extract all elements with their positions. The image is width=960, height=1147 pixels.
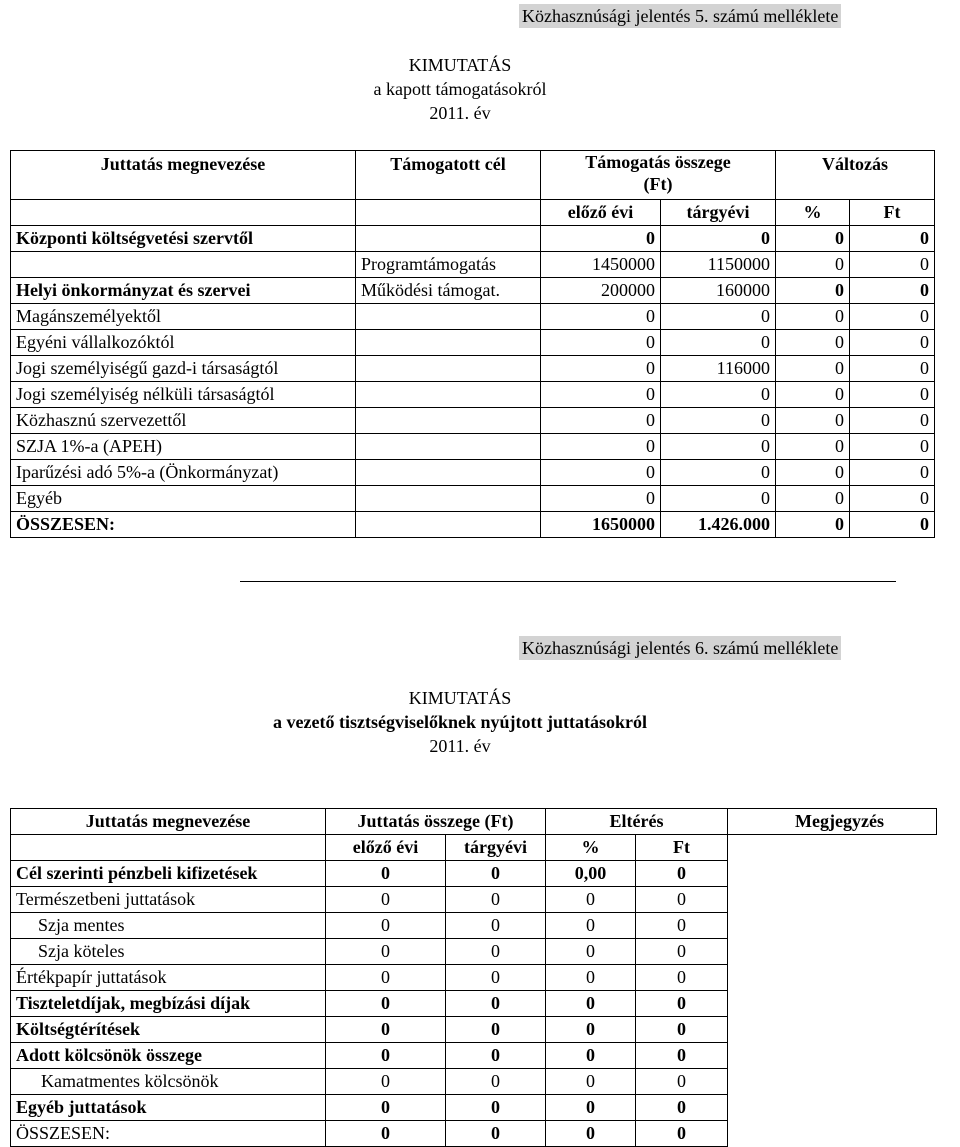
row-ft-value: 0 [850, 304, 935, 330]
row-name: Jogi személyiség nélküli társaságtól [11, 382, 356, 408]
table-row [11, 356, 935, 382]
sub-header-pct: % [546, 835, 636, 861]
col-header-goal: Támogatott cél [356, 151, 541, 200]
row-curr-value: 160000 [661, 278, 776, 304]
table-row [11, 278, 935, 304]
row-curr-value: 0 [446, 1095, 546, 1121]
empty-cell [728, 939, 937, 965]
row-prev-value: 0 [541, 304, 661, 330]
row-curr-value: 116000 [661, 356, 776, 382]
row-prev-value: 0 [326, 861, 446, 887]
row-pct-value: 0 [776, 408, 850, 434]
table-row [11, 252, 935, 278]
row-prev-value: 0 [541, 330, 661, 356]
table-row [11, 1069, 937, 1095]
row-goal [356, 330, 541, 356]
row-curr-value: 0 [446, 965, 546, 991]
row-name: ÖSSZESEN: [11, 1121, 326, 1147]
section-divider [240, 581, 896, 582]
officer-benefits-table [10, 808, 937, 1147]
sub-header-ft: Ft [636, 835, 728, 861]
attachment-note-6: Közhasznúsági jelentés 6. számú melléklete [519, 636, 841, 660]
row-pct-value: 0 [546, 1043, 636, 1069]
row-ft-value: 0 [850, 486, 935, 512]
row-prev-value: 0 [326, 913, 446, 939]
table-header-row [11, 809, 937, 835]
row-curr-value: 0 [446, 939, 546, 965]
col-header-remark: Megjegyzés [728, 809, 937, 835]
table-row [11, 226, 935, 252]
row-pct-value: 0 [776, 434, 850, 460]
row-goal [356, 226, 541, 252]
table-subheader-row [11, 200, 935, 226]
row-goal [356, 356, 541, 382]
row-goal [356, 382, 541, 408]
row-prev-value: 0 [326, 1069, 446, 1095]
row-curr-value: 0 [661, 434, 776, 460]
row-curr-value: 0 [661, 304, 776, 330]
row-pct-value: 0 [546, 1095, 636, 1121]
table-row [11, 434, 935, 460]
row-name: Szja köteles [11, 939, 326, 965]
row-name: Közhasznú szervezettől [11, 408, 356, 434]
row-goal [356, 408, 541, 434]
row-name: Értékpapír juttatások [11, 965, 326, 991]
row-ft-value: 0 [850, 252, 935, 278]
row-pct-value: 0 [546, 1121, 636, 1147]
table-row [11, 330, 935, 356]
row-pct-value: 0 [776, 278, 850, 304]
row-prev-value: 1650000 [541, 512, 661, 538]
row-ft-value: 0 [850, 226, 935, 252]
row-name: Adott kölcsönök összege [11, 1043, 326, 1069]
sub-header-ft: Ft [850, 200, 935, 226]
empty-cell [728, 1121, 937, 1147]
row-curr-value: 0 [446, 1043, 546, 1069]
row-pct-value: 0 [776, 304, 850, 330]
row-prev-value: 0 [326, 887, 446, 913]
table-body [11, 861, 937, 1147]
report-subtitle: a vezető tisztségviselőknek nyújtott juttatásokról [273, 712, 647, 732]
row-name: Természetbeni juttatások [11, 887, 326, 913]
row-pct-value: 0 [546, 965, 636, 991]
table-row [11, 991, 937, 1017]
row-curr-value: 0 [661, 226, 776, 252]
table-body [11, 226, 935, 538]
table-row [11, 861, 937, 887]
row-ft-value: 0 [636, 991, 728, 1017]
row-ft-value: 0 [636, 1017, 728, 1043]
row-curr-value: 0 [661, 382, 776, 408]
row-ft-value: 0 [636, 861, 728, 887]
col-header-difference: Eltérés [546, 809, 728, 835]
row-curr-value: 1.426.000 [661, 512, 776, 538]
empty-cell [728, 1043, 937, 1069]
row-prev-value: 0 [541, 408, 661, 434]
empty-cell [728, 1069, 937, 1095]
row-pct-value: 0 [546, 939, 636, 965]
row-pct-value: 0 [546, 1069, 636, 1095]
row-goal [356, 304, 541, 330]
sub-header-prev: előző évi [326, 835, 446, 861]
empty-cell [728, 887, 937, 913]
empty-cell [11, 835, 326, 861]
row-goal [356, 434, 541, 460]
row-pct-value: 0 [546, 913, 636, 939]
row-curr-value: 0 [446, 861, 546, 887]
table-row [11, 913, 937, 939]
row-pct-value: 0 [776, 460, 850, 486]
report-title: KIMUTATÁS [408, 55, 512, 75]
empty-cell [356, 200, 541, 226]
row-prev-value: 1450000 [541, 252, 661, 278]
row-prev-value: 200000 [541, 278, 661, 304]
row-name: ÖSSZESEN: [11, 512, 356, 538]
report-title: KIMUTATÁS [408, 688, 512, 708]
empty-cell [728, 835, 937, 861]
row-ft-value: 0 [850, 278, 935, 304]
row-ft-value: 0 [850, 382, 935, 408]
col-header-name: Juttatás megnevezése [11, 151, 356, 200]
row-curr-value: 0 [446, 1121, 546, 1147]
row-prev-value: 0 [541, 460, 661, 486]
row-pct-value: 0 [776, 226, 850, 252]
empty-cell [728, 965, 937, 991]
row-name: Iparűzési adó 5%-a (Önkormányzat) [11, 460, 356, 486]
row-curr-value: 0 [446, 1069, 546, 1095]
row-prev-value: 0 [326, 1017, 446, 1043]
table-header-row [11, 151, 935, 200]
empty-cell [728, 861, 937, 887]
row-name: Tiszteletdíjak, megbízási díjak [11, 991, 326, 1017]
row-pct-value: 0 [776, 486, 850, 512]
row-ft-value: 0 [850, 460, 935, 486]
row-ft-value: 0 [850, 408, 935, 434]
row-ft-value: 0 [636, 965, 728, 991]
row-prev-value: 0 [326, 939, 446, 965]
row-curr-value: 0 [446, 913, 546, 939]
row-prev-value: 0 [541, 226, 661, 252]
received-support-table [10, 150, 935, 538]
table-row [11, 939, 937, 965]
table-row [11, 408, 935, 434]
row-curr-value: 0 [446, 887, 546, 913]
row-name: Központi költségvetési szervtől [11, 226, 356, 252]
report-subtitle: a kapott támogatásokról [373, 79, 547, 99]
row-pct-value: 0 [546, 1017, 636, 1043]
row-pct-value: 0 [776, 382, 850, 408]
col-header-change: Változás [776, 151, 935, 200]
row-curr-value: 0 [446, 991, 546, 1017]
row-prev-value: 0 [326, 1095, 446, 1121]
row-ft-value: 0 [636, 1121, 728, 1147]
table-row [11, 382, 935, 408]
row-curr-value: 1150000 [661, 252, 776, 278]
row-name: Egyéb juttatások [11, 1095, 326, 1121]
row-ft-value: 0 [636, 1043, 728, 1069]
row-prev-value: 0 [326, 965, 446, 991]
table-row [11, 512, 935, 538]
table-row [11, 304, 935, 330]
row-ft-value: 0 [850, 330, 935, 356]
attachment-note-5: Közhasznúsági jelentés 5. számú melléklete [519, 4, 841, 28]
row-curr-value: 0 [661, 486, 776, 512]
empty-cell [728, 991, 937, 1017]
table-subheader-row [11, 835, 937, 861]
table-row [11, 1043, 937, 1069]
row-pct-value: 0 [776, 356, 850, 382]
table-row [11, 460, 935, 486]
row-ft-value: 0 [636, 1095, 728, 1121]
row-name: SZJA 1%-a (APEH) [11, 434, 356, 460]
row-name: Szja mentes [11, 913, 326, 939]
report-heading-1 [300, 53, 620, 125]
col-header-amount: Juttatás összege (Ft) [326, 809, 546, 835]
row-ft-value: 0 [850, 512, 935, 538]
row-goal [356, 460, 541, 486]
empty-cell [728, 913, 937, 939]
row-prev-value: 0 [326, 991, 446, 1017]
col-header-name: Juttatás megnevezése [11, 809, 326, 835]
row-ft-value: 0 [636, 1069, 728, 1095]
row-prev-value: 0 [326, 1043, 446, 1069]
row-name: Költségtérítések [11, 1017, 326, 1043]
row-goal [356, 486, 541, 512]
row-curr-value: 0 [446, 1017, 546, 1043]
sub-header-pct: % [776, 200, 850, 226]
sub-header-curr: tárgyévi [661, 200, 776, 226]
row-curr-value: 0 [661, 460, 776, 486]
table-row [11, 1017, 937, 1043]
report-heading-2 [190, 686, 730, 758]
row-ft-value: 0 [636, 939, 728, 965]
row-name: Egyéb [11, 486, 356, 512]
table-row [11, 965, 937, 991]
row-pct-value: 0 [776, 252, 850, 278]
table-row [11, 1095, 937, 1121]
col-header-amount: Támogatás összege (Ft) [541, 151, 776, 200]
row-prev-value: 0 [326, 1121, 446, 1147]
row-name [11, 252, 356, 278]
row-name: Jogi személyiségű gazd-i társaságtól [11, 356, 356, 382]
table-row [11, 486, 935, 512]
report-year: 2011. év [429, 736, 491, 756]
table-row [11, 887, 937, 913]
row-pct-value: 0 [776, 512, 850, 538]
row-name: Kamatmentes kölcsönök [11, 1069, 326, 1095]
row-curr-value: 0 [661, 408, 776, 434]
empty-cell [11, 200, 356, 226]
row-pct-value: 0 [546, 887, 636, 913]
row-goal: Programtámogatás [356, 252, 541, 278]
row-name: Cél szerinti pénzbeli kifizetések [11, 861, 326, 887]
row-prev-value: 0 [541, 356, 661, 382]
row-prev-value: 0 [541, 434, 661, 460]
row-pct-value: 0,00 [546, 861, 636, 887]
table-row [11, 1121, 937, 1147]
report-year: 2011. év [429, 103, 491, 123]
row-name: Egyéni vállalkozóktól [11, 330, 356, 356]
row-ft-value: 0 [636, 913, 728, 939]
row-prev-value: 0 [541, 486, 661, 512]
empty-cell [728, 1095, 937, 1121]
row-name: Magánszemélyektől [11, 304, 356, 330]
row-ft-value: 0 [850, 434, 935, 460]
row-ft-value: 0 [636, 887, 728, 913]
sub-header-prev: előző évi [541, 200, 661, 226]
row-name: Helyi önkormányzat és szervei [11, 278, 356, 304]
sub-header-curr: tárgyévi [446, 835, 546, 861]
row-goal: Működési támogat. [356, 278, 541, 304]
row-curr-value: 0 [661, 330, 776, 356]
row-pct-value: 0 [546, 991, 636, 1017]
empty-cell [728, 1017, 937, 1043]
row-pct-value: 0 [776, 330, 850, 356]
row-prev-value: 0 [541, 382, 661, 408]
row-goal [356, 512, 541, 538]
row-ft-value: 0 [850, 356, 935, 382]
